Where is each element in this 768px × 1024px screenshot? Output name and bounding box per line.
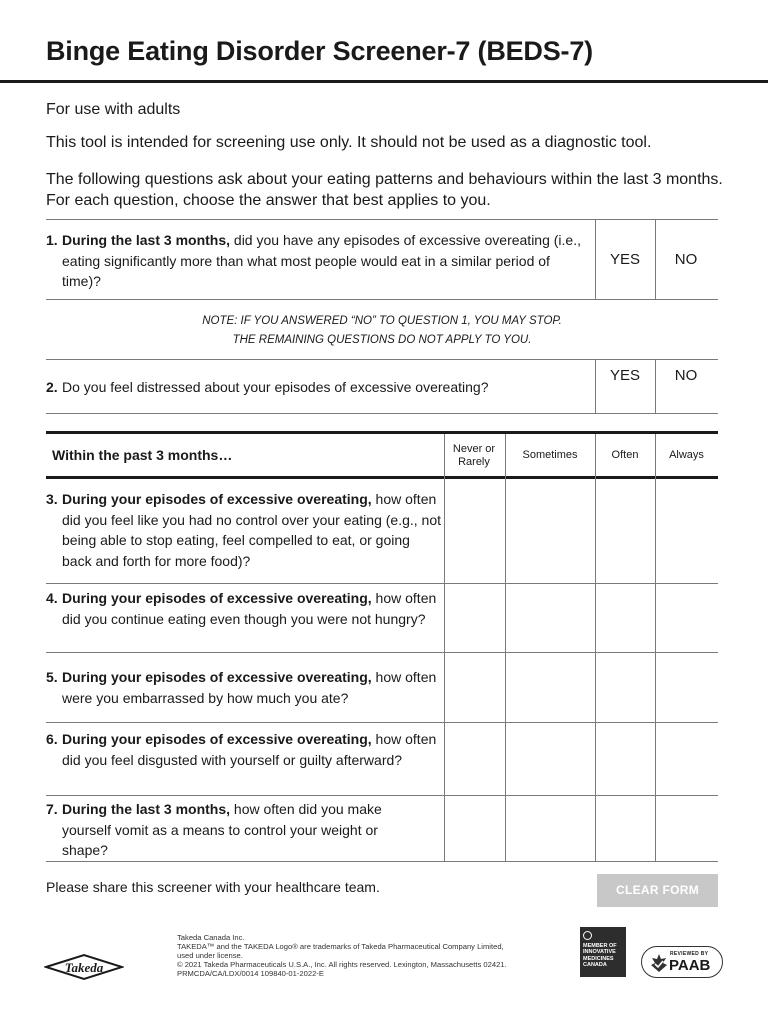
question-3 xyxy=(46,489,441,571)
table-top-rule xyxy=(46,431,718,434)
row-divider xyxy=(46,722,718,723)
divider xyxy=(46,359,718,360)
question-number: 4. xyxy=(46,590,58,606)
row-divider xyxy=(46,652,718,653)
question-7 xyxy=(46,799,406,861)
row-divider xyxy=(46,795,718,796)
share-note: Please share this screener with your healthcare team. xyxy=(46,879,380,895)
stop-note: NOTE: IF YOU ANSWERED “NO” TO QUESTION 1, YOU MAY STOP. THE REMAINING QUESTIONS DO NOT APPLY TO YOU. xyxy=(202,315,562,346)
question-number: 7. xyxy=(46,801,58,817)
intro-instructions: The following questions ask about your eating patterns and behaviours within the last 3 months. For each question, choose the answer that best applies to you. xyxy=(46,171,723,209)
question-4 xyxy=(46,588,441,629)
innovative-medicines-canada-badge: MEMBER OF INNOVATIVE MEDICINES CANADA xyxy=(580,927,626,977)
page-title: Binge Eating Disorder Screener-7 (BEDS-7) xyxy=(46,36,593,66)
question-number: 2. xyxy=(46,379,58,395)
question-6 xyxy=(46,729,441,770)
question-emphasis: During your episodes of excessive overeating, xyxy=(62,669,372,685)
question-text: how often did you feel like you had no control over your eating (e.g., not being able to stop eating, feel compelled to eat, or going back and forth for more food)? xyxy=(62,491,442,569)
col-always: Always xyxy=(669,449,704,461)
col-border xyxy=(505,434,506,862)
question-1 xyxy=(46,230,581,292)
col-sometimes: Sometimes xyxy=(522,449,578,461)
question-number: 1. xyxy=(46,232,58,248)
question-text: how often did you feel disgusted with yourself or guilty afterward? xyxy=(62,731,437,768)
question-2 xyxy=(46,377,581,398)
question-emphasis: During the last 3 months, xyxy=(62,232,231,248)
question-emphasis: During the last 3 months, xyxy=(62,801,231,817)
table-header-rule xyxy=(46,476,718,479)
intro-audience: For use with adults xyxy=(46,101,181,118)
question-number: 5. xyxy=(46,669,58,685)
paab-badge: REVIEWED BY PAAB xyxy=(641,946,723,978)
question-text: how often did you make yourself vomit as a means to control your weight or shape? xyxy=(62,801,382,859)
question-text: Do you feel distressed about your episodes of excessive overeating? xyxy=(62,379,489,395)
row-divider xyxy=(46,583,718,584)
q2-yes-option[interactable]: YES xyxy=(609,367,640,384)
col-often: Often xyxy=(611,449,639,461)
divider xyxy=(46,413,718,414)
question-emphasis: During your episodes of excessive overeating, xyxy=(62,731,372,747)
col-never-rarely: Never or Rarely xyxy=(452,443,496,468)
table-header-title: Within the past 3 months… xyxy=(52,447,233,463)
clear-form-button[interactable]: CLEAR FORM xyxy=(597,874,718,907)
question-5 xyxy=(46,667,441,708)
maple-leaf-check-icon xyxy=(650,953,668,973)
question-emphasis: During your episodes of excessive overeating, xyxy=(62,491,372,507)
table-bottom-rule xyxy=(46,861,718,862)
divider xyxy=(46,299,718,300)
q2-no-option[interactable]: NO xyxy=(674,367,698,384)
col-border xyxy=(595,434,596,862)
col-border xyxy=(444,434,445,862)
question-text: how often were you embarrassed by how much you ate? xyxy=(62,669,437,706)
question-text: how often did you continue eating even though you were not hungry? xyxy=(62,590,437,627)
question-emphasis: During your episodes of excessive overeating, xyxy=(62,590,372,606)
intro-disclaimer: This tool is intended for screening use only. It should not be used as a diagnostic tool. xyxy=(46,134,652,151)
takeda-wordmark: Takeda xyxy=(64,960,104,975)
question-text: did you have any episodes of excessive overeating (i.e., eating significantly more than what most people would eat in a similar period of time)? xyxy=(62,232,581,290)
takeda-logo xyxy=(44,952,124,987)
q1-yes-option[interactable]: YES xyxy=(609,251,640,268)
q1-no-option[interactable]: NO xyxy=(674,251,698,268)
divider xyxy=(46,219,718,220)
question-number: 3. xyxy=(46,491,58,507)
imc-emblem-icon xyxy=(583,931,592,940)
col-border xyxy=(655,434,656,862)
question-number: 6. xyxy=(46,731,58,747)
title-divider xyxy=(0,80,768,83)
legal-footer: Takeda Canada Inc. TAKEDA™ and the TAKEDA Logo® are trademarks of Takeda Pharmaceutical Company Limited, used under license. © 2021 Takeda Pharmaceuticals U.S.A., Inc. All rights reserved. Lexington, Massachusetts 02421. PRMCDA/CA/LDX/0014 109840-01-2022-E xyxy=(177,933,507,978)
